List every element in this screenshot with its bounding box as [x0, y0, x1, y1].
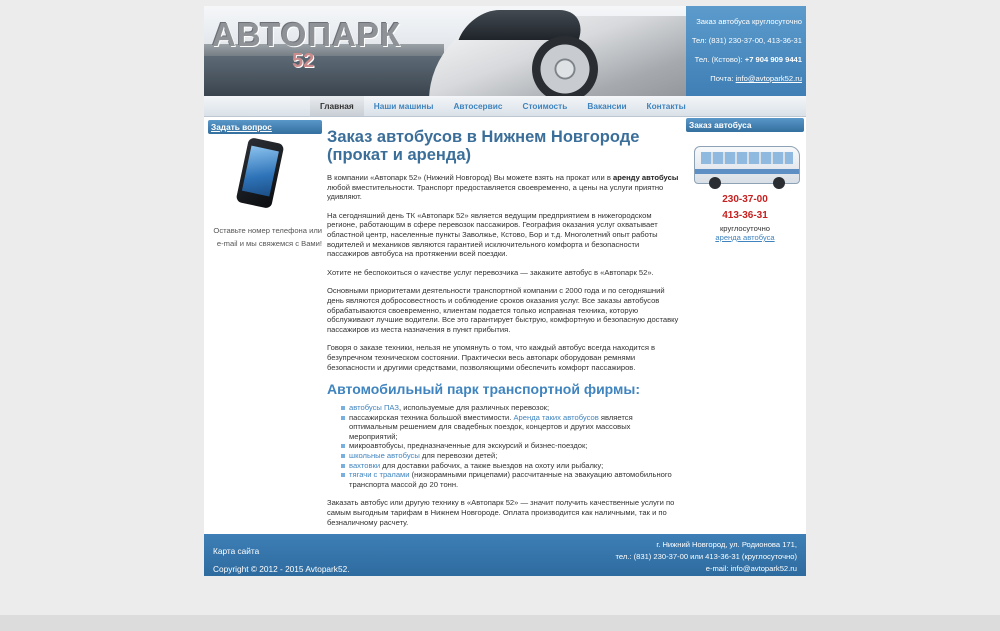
- page-title: Заказ автобусов в Нижнем Новгороде (прокат и аренда): [327, 128, 640, 164]
- ask-question-link[interactable]: Задать вопрос: [208, 120, 322, 134]
- smartphone-image[interactable]: [208, 138, 322, 218]
- paragraph-about: На сегодняшний день ТК «Автопарк 52» является ведущим предприятием в нижегородском регионе, работающим в сфере перевозок пассажиров. География оказания услуг охватывает областной центр, населенные пункты Заволжье, Кстово, Бор и т.д. Многолетний опыт работы водителей и механиков являются гарантией исключительного комфорта и безопасности пассажиров автобуса на протяжении всей поездки.: [327, 210, 658, 259]
- paz-buses-link[interactable]: автобусы ПАЗ: [349, 403, 399, 413]
- list-item: тягачи с тралами (низкорамными прицепами) рассчитанные на эвакуацию автомобильного транспорта массой до 20 тонн.: [349, 470, 679, 489]
- list-item: вахтовки для доставки рабочих, а также выездов на охоту или рыбалку;: [349, 461, 679, 471]
- nav-item-prices[interactable]: Стоимость: [522, 101, 568, 111]
- list-item: пассажирская техника большой вместимости. Аренда таких автобусов является оптимальным решением для свадебных поездок, концертов и других массовых мероприятий;: [349, 413, 679, 442]
- nav-item-vacancies[interactable]: Вакансии: [587, 101, 627, 111]
- sitemap-link[interactable]: Карта сайта: [213, 546, 260, 556]
- paragraph-priorities: Основными приоритетами деятельности транспортной компании с 2000 года и по сегодняшний день являются добросовестность и соблюдение сроков оказания услуг. Все заказы автобусов обрабатываются своевременно, клиентам подается только исправная техника, которую обслуживают лучшие водители. Все это гарантирует быструю, комфортную и безопасную доставку пассажиров из места назначения в пункт прибытия.: [327, 286, 679, 334]
- tractors-link[interactable]: тягачи с тралами: [349, 470, 410, 480]
- right-sidebar: [686, 118, 804, 242]
- page-container: [204, 6, 806, 576]
- list-item: микроавтобусы, предназначенные для экскурсий и бизнес-поездок;: [349, 441, 679, 451]
- fleet-subtitle: Автомобильный парк транспортной фирмы:: [327, 381, 641, 398]
- fleet-list: [327, 403, 679, 489]
- left-sidebar: [208, 120, 322, 250]
- paragraph-intro: В компании «Автопарк 52» (Нижний Новгород) Вы можете взять на прокат или в аренду автобусы любой вместительности. Транспорт предоставляется своевременно, а цены на услуги приятно удивляют.: [327, 173, 679, 202]
- email-link[interactable]: info@avtopark52.ru: [735, 74, 802, 83]
- paragraph-conclusion: Заказать автобус или другую технику в «Автопарк 52» — значит получить качественные услуги по самым выгодным тарифам в Нижнем Новгороде. Оплата производится как наличными, так и по безналичному расчету.: [327, 498, 675, 527]
- main-content: [327, 128, 679, 527]
- bus-rental-link[interactable]: Аренда таких автобусов: [513, 412, 599, 422]
- school-buses-link[interactable]: школьные автобусы: [349, 451, 420, 461]
- nav-item-autoservice[interactable]: Автосервис: [453, 101, 503, 111]
- header: [204, 6, 806, 96]
- order-phone-2: 413-36-31: [722, 210, 768, 221]
- footer: [204, 534, 806, 576]
- main-navigation: [204, 96, 806, 117]
- footer-phones: тел.: (831) 230-37-00 или 413-36-31 (круглосуточно): [615, 552, 797, 561]
- car-wheel-image: [532, 36, 598, 96]
- footer-address: г. Нижний Новгород, ул. Родионова 171,: [656, 540, 797, 549]
- contact-service: Заказ автобуса круглосуточно: [696, 17, 802, 26]
- copyright: Copyright © 2012 - 2015 Avtopark52.: [213, 564, 350, 574]
- paragraph-call-to-action: Хотите не беспокоиться о качестве услуг перевозчика — закажите автобус в «Автопарк 52».: [327, 267, 654, 277]
- header-contacts: [686, 6, 806, 96]
- contact-email: Почта: info@avtopark52.ru: [710, 74, 802, 83]
- bus-order-title[interactable]: Заказ автобуса: [686, 118, 804, 132]
- header-banner-image: [204, 6, 686, 96]
- list-item: автобусы ПАЗ, используемые для различных перевозок;: [349, 403, 679, 413]
- site-logo[interactable]: АВТОПАРК: [212, 16, 402, 53]
- paragraph-safety: Говоря о заказе техники, нельзя не упомянуть о том, что каждый автобус всегда находится в безупречном техническом состоянии. Практически весь автопарк оборудован ремнями безопасности и другими средствами, позволяющими обеспечить комфорт пассажиров.: [327, 343, 656, 372]
- order-phone-1: 230-37-00: [722, 194, 768, 205]
- browser-bottom-bar: [0, 615, 1000, 631]
- contact-phone: Тел: (831) 230-37-00, 413-36-31: [691, 36, 802, 45]
- list-item: школьные автобусы для перевозки детей;: [349, 451, 679, 461]
- bus-rental-sidebar-link[interactable]: аренда автобуса: [715, 233, 775, 242]
- callback-text: Оставьте номер телефона или e-mail и мы свяжемся с Вами!: [213, 226, 322, 248]
- nav-item-contacts[interactable]: Контакты: [646, 101, 686, 111]
- vakhtovki-link[interactable]: вахтовки: [349, 460, 381, 470]
- contact-kstovo-phone: Тел. (Кстово): +7 904 909 9441: [694, 55, 802, 64]
- footer-email: e-mail: info@avtopark52.ru: [705, 564, 797, 573]
- order-hours: круглосуточно: [719, 224, 770, 233]
- site-logo-number[interactable]: 52: [292, 50, 315, 72]
- nav-item-our-cars[interactable]: Наши машины: [373, 101, 434, 111]
- bus-image[interactable]: [686, 136, 804, 192]
- nav-item-home[interactable]: Главная: [310, 96, 364, 116]
